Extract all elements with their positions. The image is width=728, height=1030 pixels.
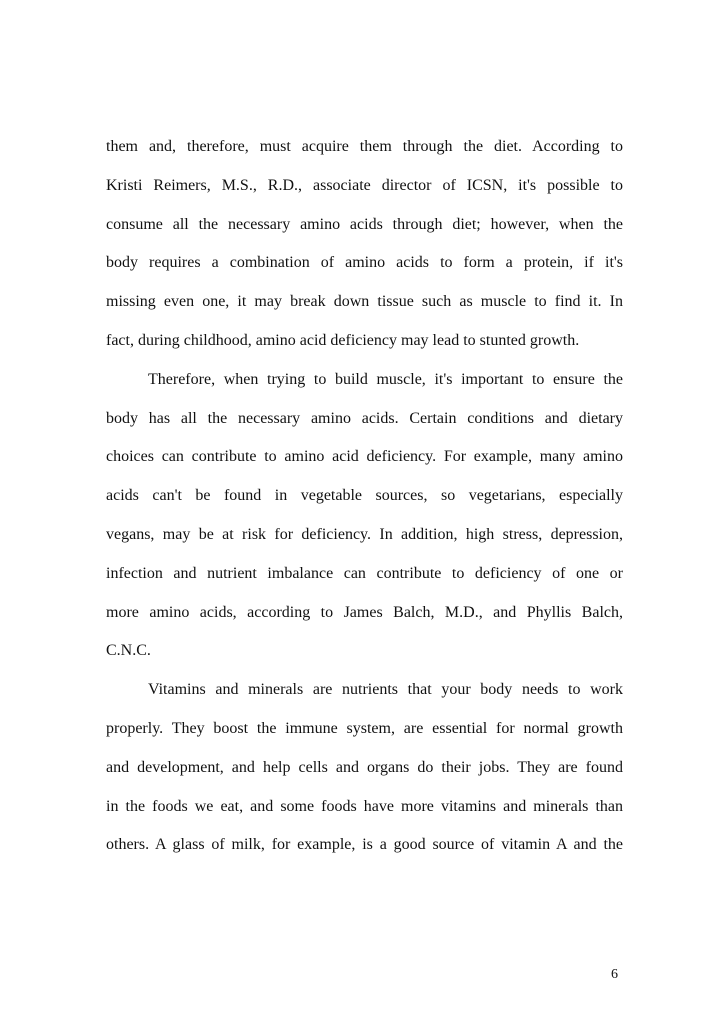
paragraph-start-line: Vitamins and minerals are nutrients that your body needs to work bbox=[148, 681, 623, 699]
paragraph-start-line: Therefore, when trying to build muscle, it's important to ensure the bbox=[148, 370, 623, 388]
text-line: consume all the necessary amino acids through diet; however, when the bbox=[106, 215, 623, 233]
text-line: fact, during childhood, amino acid deficiency may lead to stunted growth. bbox=[106, 331, 580, 349]
text-line: and development, and help cells and organs do their jobs. They are found bbox=[106, 758, 623, 776]
text-line: acids can't be found in vegetable sources, so vegetarians, especially bbox=[106, 487, 623, 505]
text-line: others. A glass of milk, for example, is a good source of vitamin A and the bbox=[106, 836, 623, 854]
body-text bbox=[106, 137, 623, 874]
text-line: more amino acids, according to James Balch, M.D., and Phyllis Balch, bbox=[106, 603, 623, 621]
text-line: body has all the necessary amino acids. Certain conditions and dietary bbox=[106, 409, 623, 427]
text-line: properly. They boost the immune system, are essential for normal growth bbox=[106, 719, 623, 737]
text-line: Kristi Reimers, M.S., R.D., associate director of ICSN, it's possible to bbox=[106, 176, 623, 194]
text-line: C.N.C. bbox=[106, 642, 151, 660]
text-line: in the foods we eat, and some foods have more vitamins and minerals than bbox=[106, 797, 623, 815]
text-line: body requires a combination of amino acids to form a protein, if it's bbox=[106, 254, 623, 272]
page-number: 6 bbox=[611, 967, 618, 982]
text-line: vegans, may be at risk for deficiency. In addition, high stress, depression, bbox=[106, 525, 623, 543]
text-line: them and, therefore, must acquire them through the diet. According to bbox=[106, 138, 623, 155]
text-line: missing even one, it may break down tissue such as muscle to find it. In bbox=[106, 293, 623, 311]
text-line: infection and nutrient imbalance can contribute to deficiency of one or bbox=[106, 564, 623, 582]
text-line: choices can contribute to amino acid deficiency. For example, many amino bbox=[106, 448, 623, 466]
